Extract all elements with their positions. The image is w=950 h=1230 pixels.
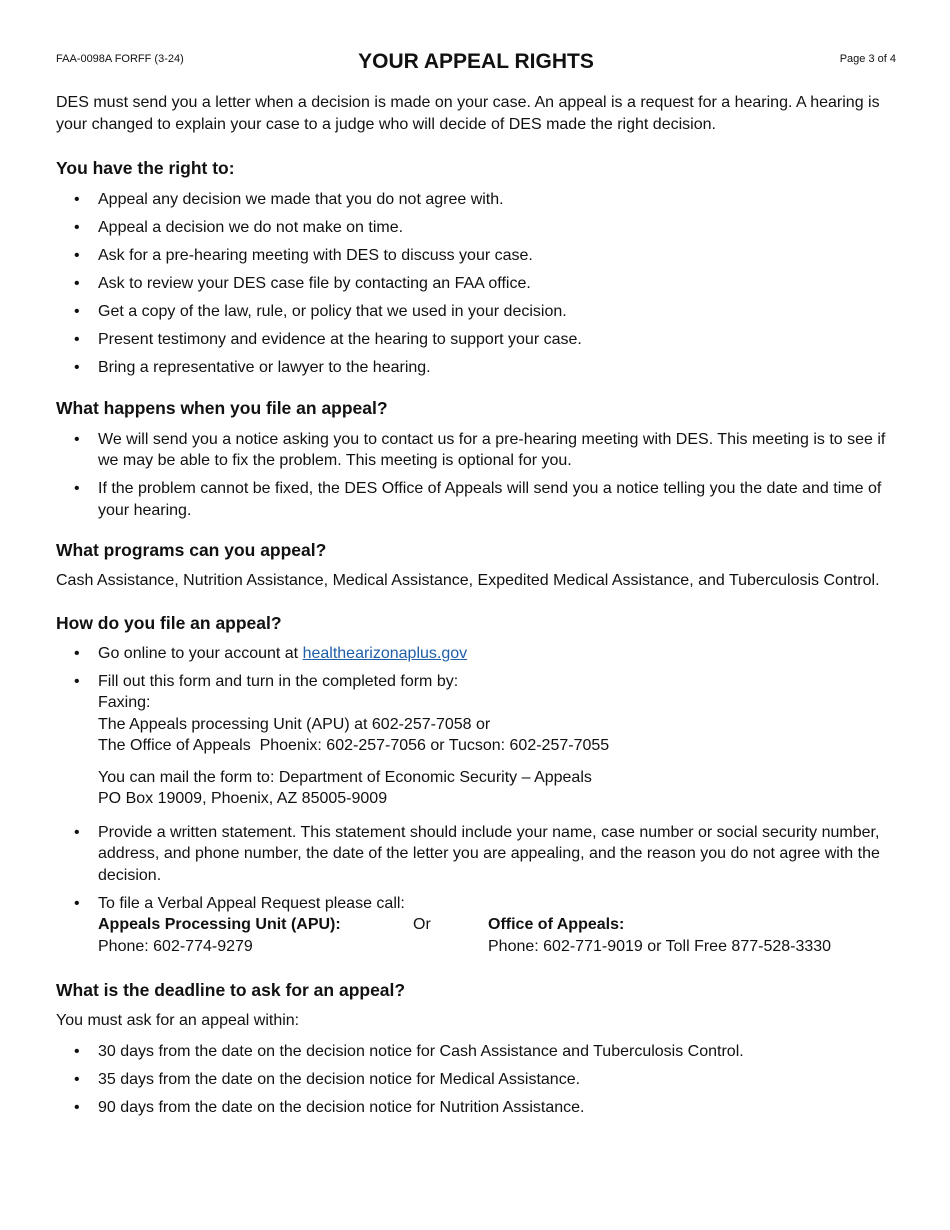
page-number: Page 3 of 4 xyxy=(839,53,896,65)
rights-list xyxy=(56,189,896,379)
page-title: YOUR APPEAL RIGHTS xyxy=(358,50,594,73)
list-item: • 35 days from the date on the decision notice for Medical Assistance. xyxy=(56,1069,896,1091)
list-item: • We will send you a notice asking you to contact us for a pre-hearing meeting with DES. This meeting is to see if we may be able to fix the problem. This meeting is optional for you. xyxy=(56,429,896,472)
programs-text: Cash Assistance, Nutrition Assistance, Medical Assistance, Expedited Medical Assistance, and Tuberculosis Control. xyxy=(56,572,880,589)
intro-paragraph: DES must send you a letter when a decision is made on your case. An appeal is a request for a hearing. A hearing is your changed to explain your case to a judge who will decide of DES made the right decision. xyxy=(56,94,880,133)
verbal-contacts xyxy=(98,914,896,957)
document-page xyxy=(56,0,896,1118)
rights-heading: You have the right to: xyxy=(56,158,235,178)
list-item xyxy=(56,643,896,665)
office-of-appeals-label: Office of Appeals: xyxy=(488,916,625,933)
fax-office: The Office of Appeals Phoenix: 602-257-7056 or Tucson: 602-257-7055 xyxy=(98,737,610,754)
programs-heading: What programs can you appeal? xyxy=(56,540,327,560)
online-prefix: Go online to your account at xyxy=(98,644,303,662)
form-line: • Fill out this form and turn in the completed form by: xyxy=(98,672,459,690)
list-item: • 90 days from the date on the decision notice for Nutrition Assistance. xyxy=(56,1097,896,1119)
how-to-file-heading: How do you file an appeal? xyxy=(56,612,282,633)
office-of-appeals-phone: Phone: 602-771-9019 or Toll Free 877-528-3330 xyxy=(488,937,832,955)
deadline-intro: You must ask for an appeal within: xyxy=(56,1012,300,1029)
faxing-label: Faxing: xyxy=(98,694,151,711)
list-item: • Appeal a decision we do not make on time. xyxy=(56,217,896,239)
list-item: • Get a copy of the law, rule, or policy that we used in your decision. xyxy=(56,301,896,323)
or-separator: Or xyxy=(413,916,431,933)
how-to-file-list xyxy=(56,643,896,958)
verbal-intro: • To file a Verbal Appeal Request please call: xyxy=(98,894,405,912)
list-item: • Appeal any decision we made that you do not agree with. xyxy=(56,189,896,211)
list-item: • Bring a representative or lawyer to the hearing. xyxy=(56,357,896,379)
mail-address-line-1: You can mail the form to: Department of Economic Security – Appeals xyxy=(98,768,592,786)
what-happens-list xyxy=(56,429,896,522)
apu-phone: Phone: 602-774-9279 xyxy=(98,937,253,955)
deadline-heading: What is the deadline to ask for an appeal? xyxy=(56,980,406,1000)
office-of-appeals-contact xyxy=(488,914,896,957)
mail-address-line-2: PO Box 19009, Phoenix, AZ 85005-9009 xyxy=(98,790,388,807)
list-item xyxy=(56,893,896,958)
what-happens-heading: What happens when you file an appeal? xyxy=(56,397,388,418)
list-item xyxy=(56,671,896,810)
list-item: • If the problem cannot be fixed, the DES Office of Appeals will send you a notice telling you the date and time of your hearing. xyxy=(56,478,896,521)
apu-contact xyxy=(98,914,413,957)
fax-apu: The Appeals processing Unit (APU) at 602-257-7058 or xyxy=(98,715,491,733)
list-item: • Ask to review your DES case file by contacting an FAA office. xyxy=(56,273,896,295)
list-item: • Ask for a pre-hearing meeting with DES to discuss your case. xyxy=(56,245,896,267)
deadline-list xyxy=(56,1041,896,1119)
page-header xyxy=(56,0,896,92)
list-item: • 30 days from the date on the decision notice for Cash Assistance and Tuberculosis Control. xyxy=(56,1041,896,1063)
healthearizonaplus-link[interactable]: healthearizonaplus.gov xyxy=(302,644,468,662)
list-item: • Present testimony and evidence at the hearing to support your case. xyxy=(56,329,896,351)
apu-label: Appeals Processing Unit (APU): xyxy=(98,916,341,933)
form-id: FAA-0098A FORFF (3-24) xyxy=(56,53,184,65)
list-item: • Provide a written statement. This statement should include your name, case number or social security number, address, and phone number, the date of the letter you are appealing, and the reason you do not agree with the decision. xyxy=(56,822,896,887)
